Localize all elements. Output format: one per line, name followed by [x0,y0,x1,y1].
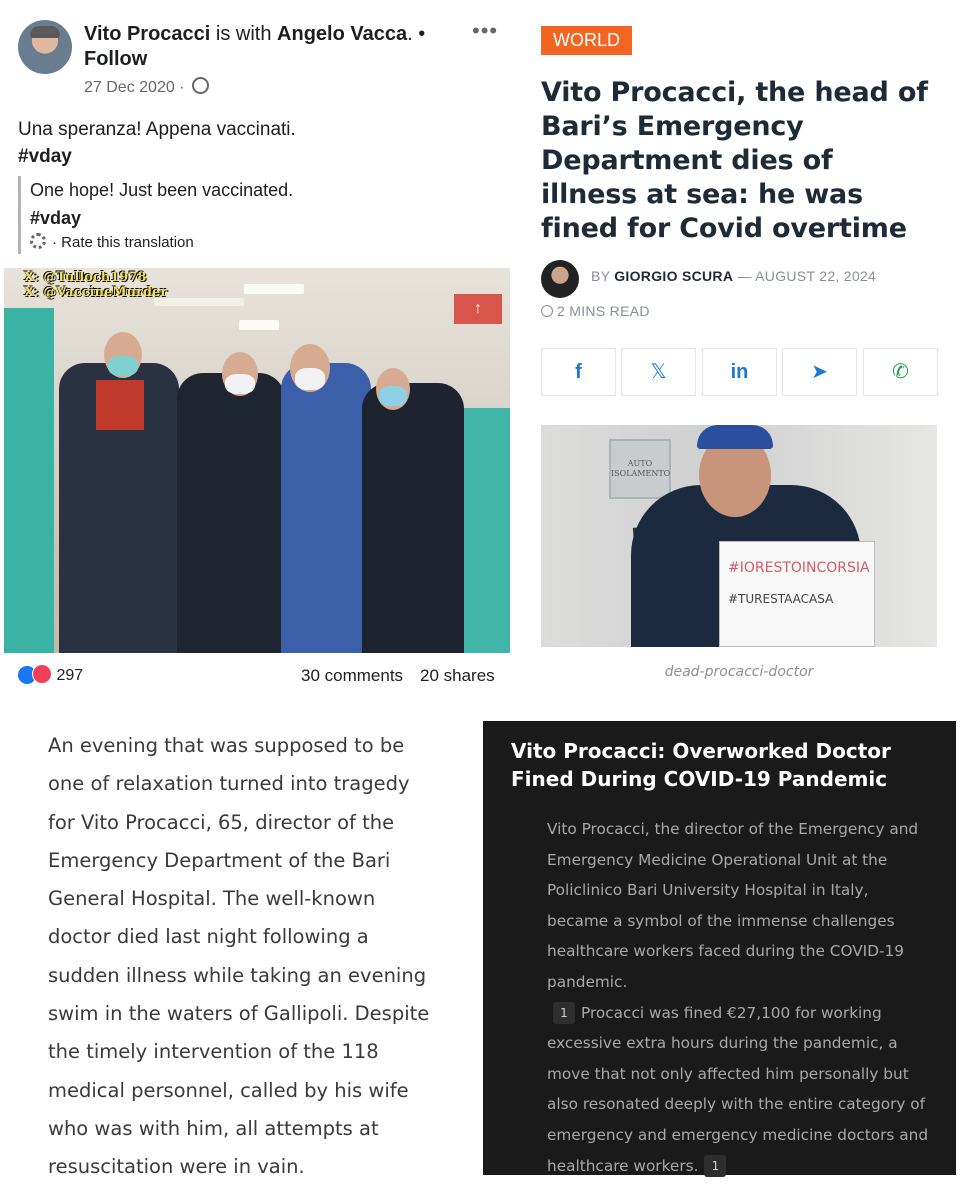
clock-icon [541,305,553,317]
surgical-cap [697,425,773,449]
person-3 [281,363,371,653]
handwritten-sign [719,541,875,647]
rate-translation[interactable] [30,232,330,254]
byline [591,268,876,284]
separator-dot: . • [407,23,426,45]
love-icon [32,664,52,684]
citation-ref-1[interactable]: 1 [553,1002,575,1024]
author-avatar[interactable] [18,20,72,74]
image-caption: dead-procacci-doctor [664,664,814,680]
facebook-icon: f [575,361,582,383]
dark-body-part-2: Procacci was fined €27,100 for working excessive extra hours during the pandemic, a move that not only affected him personally but also resonated deeply with the entire category of emergency and emergency medicine doctors and healthcare workers. [547,1003,929,1175]
translation-text: One hope! Just been vaccinated. [30,180,294,200]
tagged-name[interactable]: Angelo Vacca [277,23,408,45]
wall-sign: AUTO ISOLAMENTO [609,439,671,499]
post-text [18,116,296,170]
rate-translation-label: · Rate this translation [52,234,194,251]
post-date-text: 27 Dec 2020 · [84,79,185,96]
reactions-summary[interactable] [18,664,83,685]
person-1-mask [108,356,138,376]
watermark [24,270,167,300]
with-text: is with [210,23,278,45]
post-photo[interactable] [4,268,510,653]
citation-ref-2[interactable]: 1 [704,1155,726,1177]
share-x-button[interactable] [621,348,696,396]
comments-link[interactable]: 30 comments [301,666,404,685]
dark-panel-body [547,814,933,1181]
byline-by: BY [591,268,615,284]
more-options-icon[interactable]: ••• [472,18,499,43]
reaction-count: 297 [56,667,84,684]
sign-line-1: #IORESTOINCORSIA [728,560,870,576]
post-date[interactable] [84,77,209,97]
person-3-mask [295,368,325,390]
read-time [541,303,650,319]
exit-sign: ↑ [454,294,502,324]
person-2 [177,373,285,653]
share-whatsapp-button[interactable] [863,348,938,396]
post-header [84,22,444,72]
person-4 [362,383,464,653]
person-1-scarf [96,380,144,430]
author-avatar-small[interactable] [541,260,579,298]
translation-block [18,176,330,254]
ceiling-light [239,320,279,330]
article-headline: Vito Procacci, the head of Bari’s Emergency Department dies of illness at sea: he was fined for Covid overtime [541,77,928,244]
globe-icon [192,77,209,94]
shares-link[interactable]: 20 shares [420,666,495,685]
telegram-icon: ➤ [811,361,828,383]
article-image[interactable] [541,425,937,647]
publish-date: — AUGUST 22, 2024 [733,268,877,284]
teal-door [4,308,54,653]
linkedin-icon: in [730,361,749,383]
share-telegram-button[interactable] [782,348,857,396]
watermark-line-1: X: @Tulloch1978 [24,270,147,285]
translation-hashtag[interactable]: #vday [30,208,82,228]
author-link[interactable]: GIORGIO SCURA [614,268,734,284]
sign-line-2: #TURESTAACASA [728,592,834,606]
share-facebook-button[interactable] [541,348,616,396]
ceiling-light [244,284,304,294]
share-linkedin-button[interactable] [702,348,777,396]
whatsapp-icon: ✆ [892,361,909,383]
author-name[interactable]: Vito Procacci [84,23,211,45]
post-text-line: Una speranza! Appena vaccinati. [18,119,296,140]
person-4-mask [379,386,407,406]
read-time-label: 2 MINS READ [557,303,650,319]
hashtag-link[interactable]: #vday [18,146,72,167]
category-tag[interactable]: WORLD [541,26,632,55]
gear-icon [30,233,46,249]
follow-link[interactable]: Follow [84,48,148,70]
x-icon: 𝕏 [650,361,667,383]
dark-panel-title: Vito Procacci: Overworked Doctor Fined During COVID-19 Pandemic [511,739,891,791]
person-2-mask [225,374,255,394]
ceiling-light [154,298,244,306]
dark-body-part-1: Vito Procacci, the director of the Emergency and Emergency Medicine Operational Unit at the Policlinico Bari University Hospital in Italy, became a symbol of the immense challenges healthcare workers faced during the COVID-19 pandemic. [547,820,919,991]
story-paragraph: An evening that was supposed to be one of relaxation turned into tragedy for Vito Procacci, 65, director of the Emergency Department of the Bari General Hospital. The well-known doctor died last night following a sudden illness while taking an evening swim in the waters of Gallipoli. Despite the timely intervention of the 118 medical personnel, called by his wife who was with him, all attempts at resuscitation were in vain. [48,734,430,1179]
watermark-line-2: X: @VaccineMurder [24,285,168,300]
